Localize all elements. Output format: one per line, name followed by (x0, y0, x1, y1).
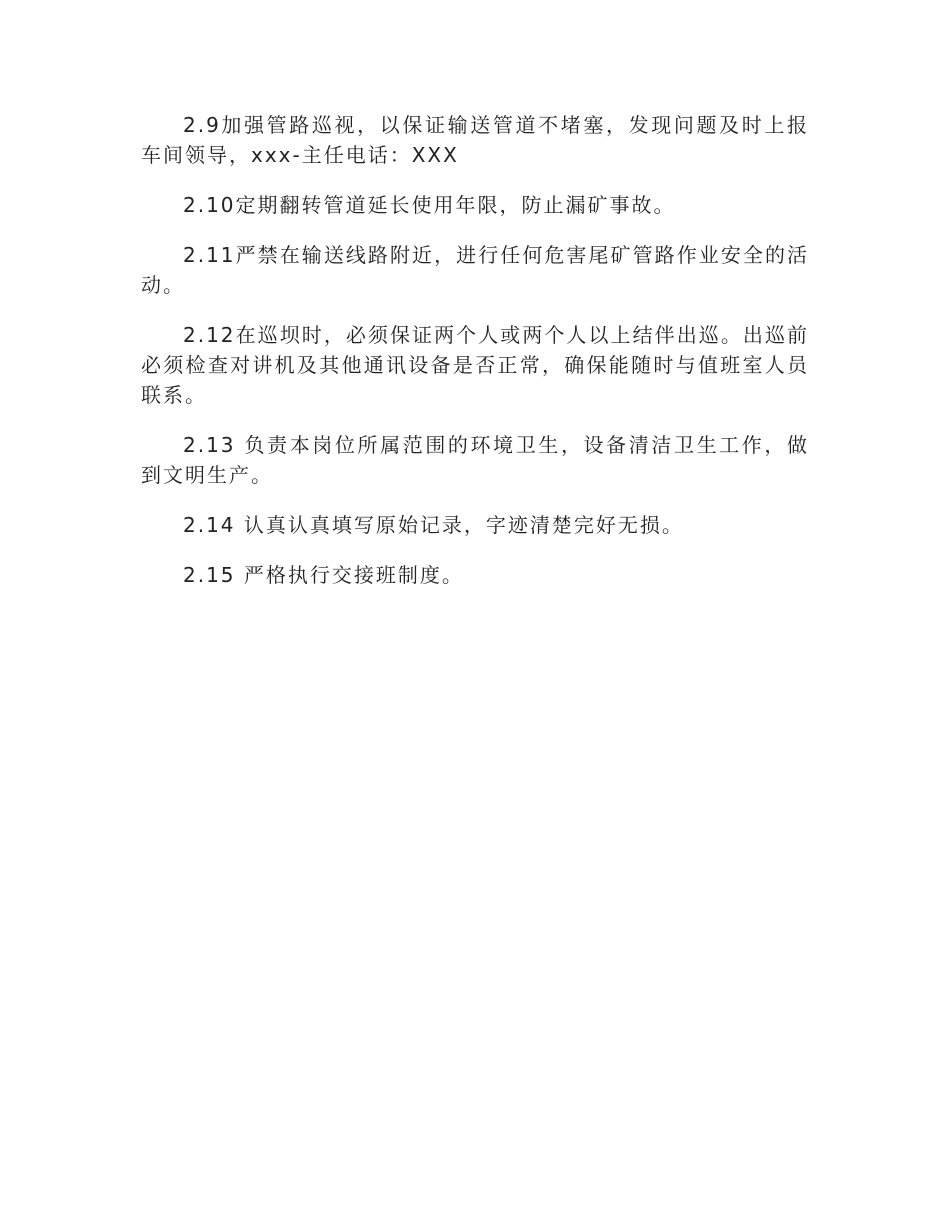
paragraph-2-15: 2.15 严格执行交接班制度。 (183, 563, 464, 587)
paragraph-2-11: 2.11严禁在输送线路附近，进行任何危害尾矿管路作业安全的活动。 (141, 243, 809, 297)
paragraph-2-12: 2.12在巡坝时，必须保证两个人或两个人以上结伴出巡。出巡前必须检查对讲机及其他通讯设备是否正常，确保能随时与值班室人员联系。 (141, 323, 809, 407)
paragraph-2-9: 2.9加强管路巡视，以保证输送管道不堵塞，发现问题及时上报车间领导，xxx-主任电话：XXX (141, 113, 809, 167)
paragraph-2-14: 2.14 认真认真填写原始记录，字迹清楚完好无损。 (183, 513, 684, 537)
paragraph-2-10: 2.10定期翻转管道延长使用年限，防止漏矿事故。 (183, 193, 676, 217)
paragraph-2-13: 2.13 负责本岗位所属范围的环境卫生，设备清洁卫生工作，做到文明生产。 (141, 433, 809, 487)
document-body (141, 110, 809, 610)
